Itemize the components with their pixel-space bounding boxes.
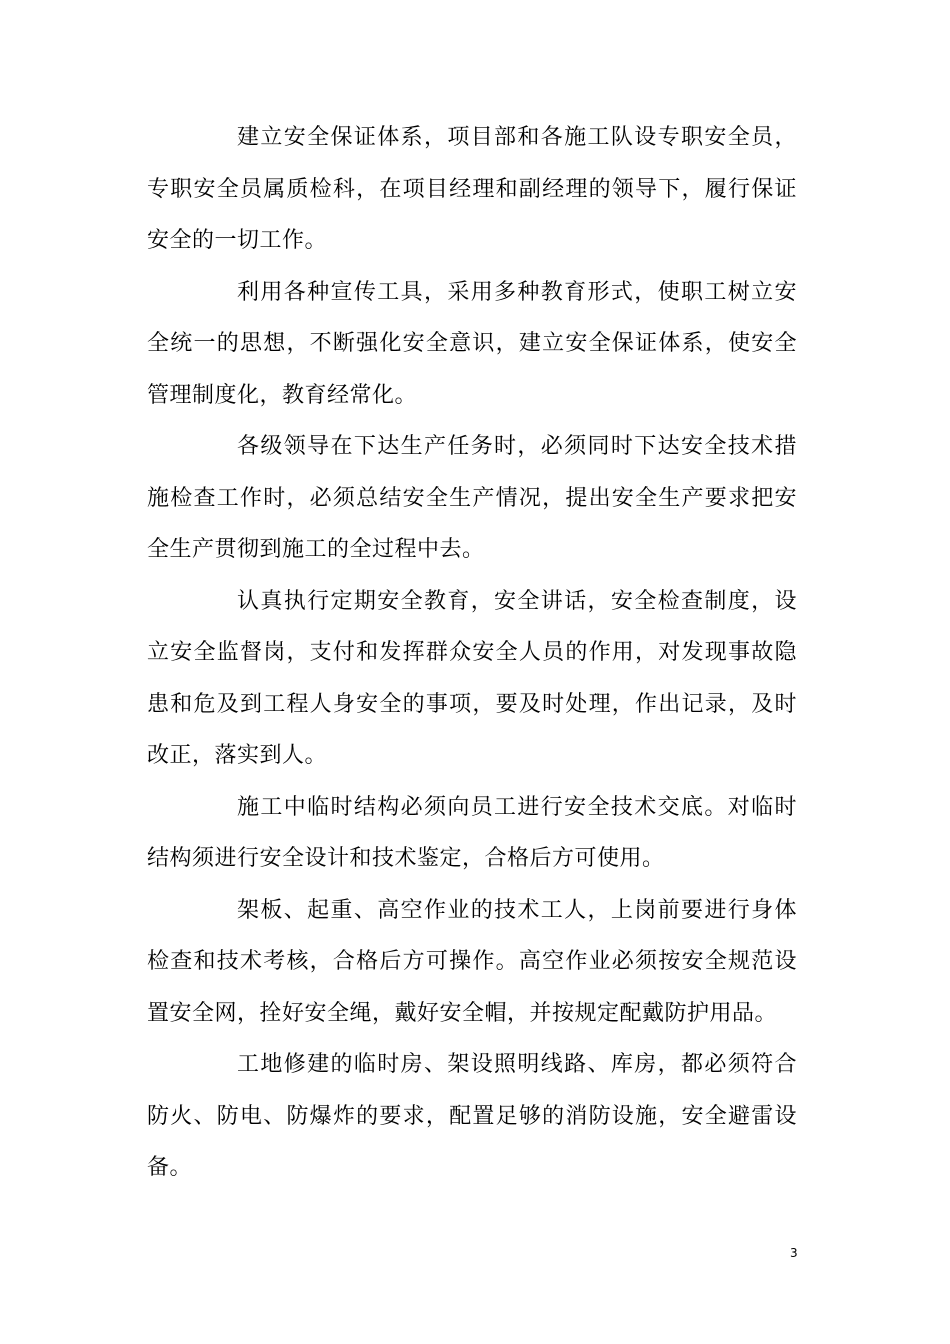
paragraph-safety-education: 利用各种宣传工具，采用多种教育形式，使职工树立安全统一的思想，不断强化安全意识，建立安全保证体系，使安全管理制度化，教育经常化。 [147,279,797,408]
body-text [147,112,797,1194]
paragraph-leadership-tasks: 各级领导在下达生产任务时，必须同时下达安全技术措施检查工作时，必须总结安全生产情况，提出安全生产要求把安全生产贯彻到施工的全过程中去。 [147,434,797,562]
page-number: 3 [790,1246,798,1260]
paragraph-safety-system: 建立安全保证体系，项目部和各施工队设专职安全员，专职安全员属质检科，在项目经理和副经理的领导下，履行保证安全的一切工作。 [147,125,797,253]
paragraph-safety-inspection: 认真执行定期安全教育，安全讲话，安全检查制度，设立安全监督岗，支付和发挥群众安全人员的作用，对发现事故隐患和危及到工程人身安全的事项，要及时处理，作出记录，及时改正，落实到人。 [147,588,797,768]
paragraph-high-altitude-work: 架板、起重、高空作业的技术工人，上岗前要进行身体检查和技术考核，合格后方可操作。高空作业必须按安全规范设置安全网，拴好安全绳，戴好安全帽，并按规定配戴防护用品。 [147,897,797,1026]
paragraph-fire-prevention: 工地修建的临时房、架设照明线路、库房，都必须符合防火、防电、防爆炸的要求，配置足够的消防设施，安全避雷设备。 [147,1052,797,1180]
paragraph-temporary-structures: 施工中临时结构必须向员工进行安全技术交底。对临时结构须进行安全设计和技术鉴定，合格后方可使用。 [147,794,797,871]
